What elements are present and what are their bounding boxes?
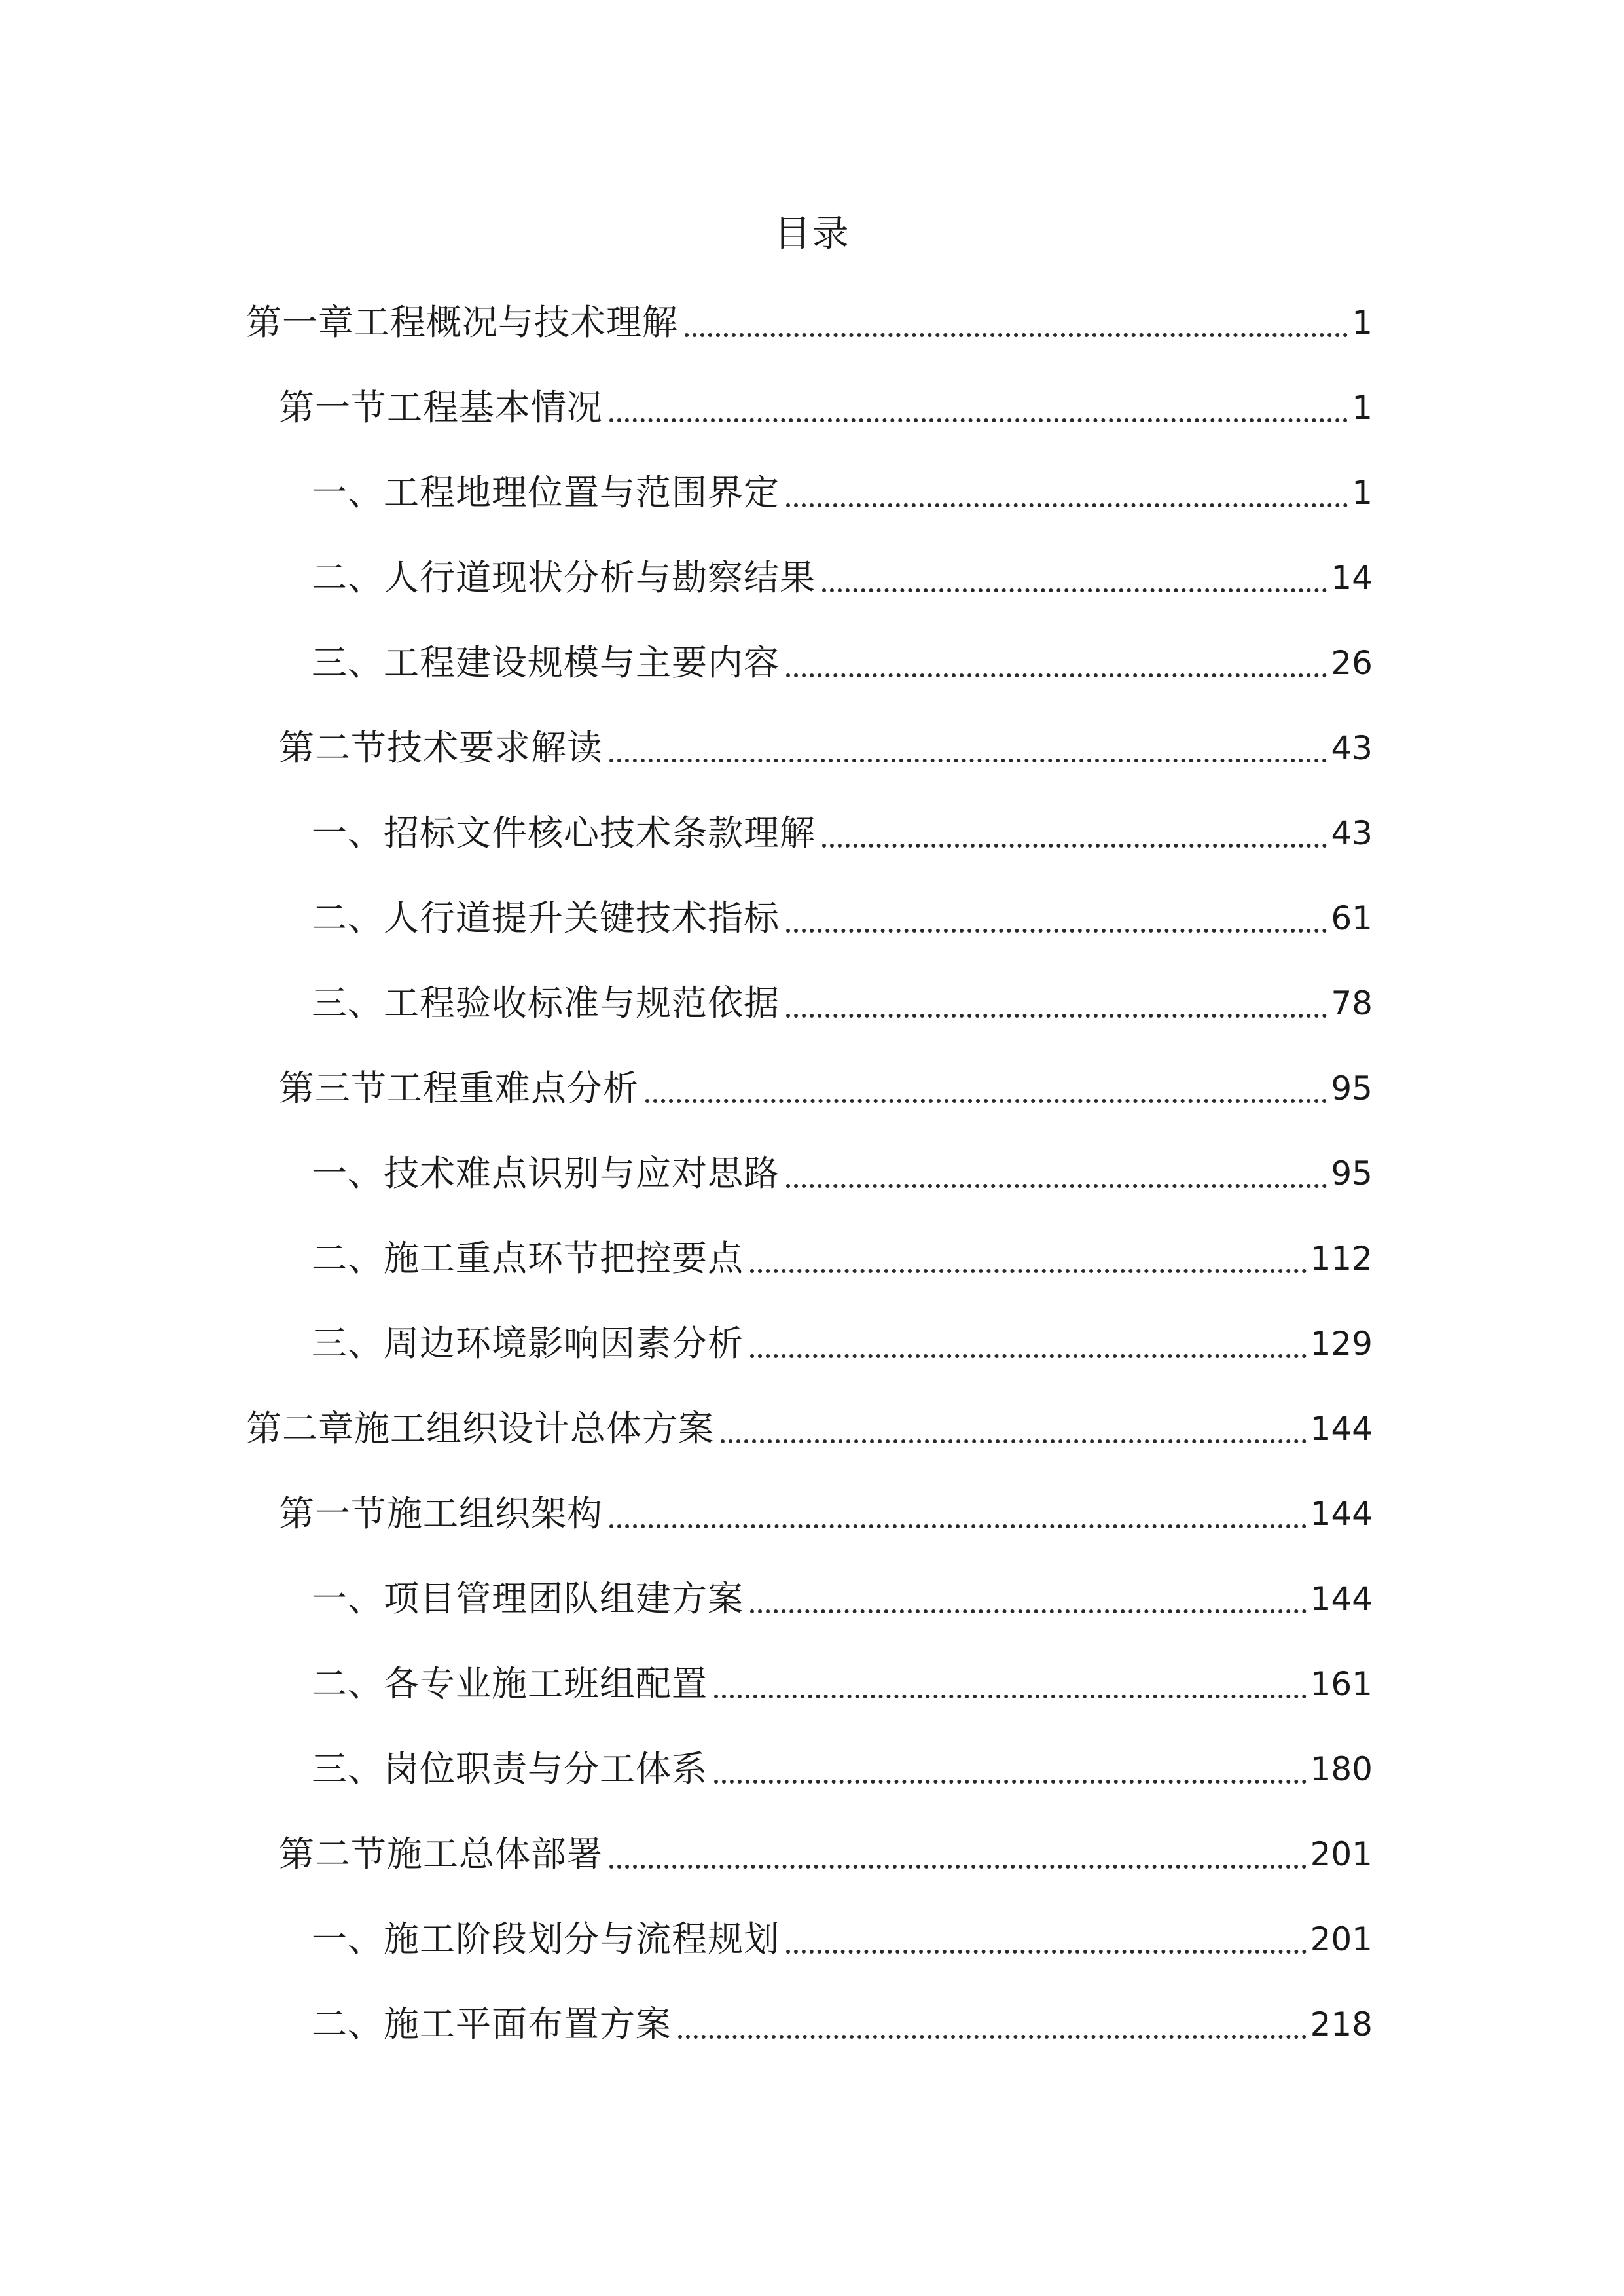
toc-entry[interactable] (312, 1573, 1373, 1625)
toc-entry-page: 43 (1331, 729, 1373, 767)
dot-leader (721, 1439, 1307, 1443)
dot-leader (786, 503, 1348, 507)
toc-entry[interactable] (312, 807, 1373, 859)
dot-leader (750, 1269, 1307, 1273)
dot-leader (786, 1014, 1327, 1018)
toc-entry[interactable] (312, 637, 1373, 689)
dot-leader (609, 418, 1348, 422)
toc-entry[interactable] (312, 1998, 1373, 2051)
toc-entry-label: 一、施工阶段划分与流程规划 (312, 1918, 780, 1960)
toc-entry-label: 一、技术难点识别与应对思路 (312, 1153, 780, 1194)
dot-leader (786, 1184, 1327, 1188)
toc-entry-label: 第二节技术要求解读 (279, 727, 603, 768)
toc-entry[interactable] (279, 1488, 1373, 1540)
toc-entry-page: 144 (1310, 1580, 1373, 1618)
toc-entry-page: 201 (1310, 1835, 1373, 1873)
dot-leader (786, 673, 1327, 677)
toc-entry[interactable] (279, 722, 1373, 774)
toc-entry-label: 二、施工重点环节把控要点 (312, 1238, 744, 1279)
dot-leader (750, 1354, 1307, 1358)
dot-leader (822, 844, 1327, 848)
toc-entry-label: 一、项目管理团队组建方案 (312, 1578, 744, 1619)
toc-entry-label: 一、工程地理位置与范围界定 (312, 472, 780, 513)
dot-leader (678, 2035, 1307, 2039)
dot-leader (609, 1865, 1307, 1869)
dot-leader (609, 1524, 1307, 1528)
toc-entry-label: 三、周边环境影响因素分析 (312, 1323, 744, 1364)
toc-entry-label: 第二章施工组织设计总体方案 (246, 1408, 714, 1449)
toc-entry-label: 三、工程验收标准与规范依据 (312, 982, 780, 1024)
toc-entry-page: 144 (1310, 1410, 1373, 1448)
toc-entry[interactable] (312, 467, 1373, 519)
toc-entry-page: 61 (1331, 899, 1373, 937)
toc-entry-page: 1 (1352, 304, 1373, 342)
toc-entry[interactable] (312, 892, 1373, 944)
toc-entry[interactable] (279, 382, 1373, 434)
toc-entry[interactable] (279, 1828, 1373, 1880)
toc-entry-label: 三、工程建设规模与主要内容 (312, 642, 780, 683)
toc-entry-page: 218 (1310, 2005, 1373, 2043)
toc-entry[interactable] (312, 1743, 1373, 1795)
toc-entry-label: 三、岗位职责与分工体系 (312, 1748, 708, 1789)
dot-leader (822, 588, 1327, 592)
toc-entry-page: 95 (1331, 1069, 1373, 1107)
dot-leader (645, 1099, 1327, 1103)
toc-entry[interactable] (312, 1147, 1373, 1200)
dot-leader (714, 1780, 1307, 1784)
dot-leader (714, 1695, 1307, 1698)
toc-entry[interactable] (312, 1318, 1373, 1370)
toc-entry[interactable] (312, 1658, 1373, 1710)
toc-entry[interactable] (246, 296, 1373, 349)
toc-entry-label: 二、各专业施工班组配置 (312, 1663, 708, 1704)
toc-entry-label: 二、人行道现状分析与勘察结果 (312, 557, 816, 598)
toc-entry-label: 第一节工程基本情况 (279, 387, 603, 428)
toc-entry[interactable] (279, 1062, 1373, 1115)
toc-entry-page: 180 (1310, 1750, 1373, 1788)
toc-entry-label: 第三节工程重难点分析 (279, 1067, 639, 1109)
toc-entry-label: 第二节施工总体部署 (279, 1833, 603, 1874)
toc-entry-page: 78 (1331, 984, 1373, 1022)
toc-entry-page: 95 (1331, 1155, 1373, 1193)
toc-entry[interactable] (312, 1913, 1373, 1965)
toc-entry-page: 1 (1352, 389, 1373, 427)
toc-entry-page: 129 (1310, 1325, 1373, 1363)
dot-leader (786, 1950, 1307, 1954)
toc-entry[interactable] (312, 552, 1373, 604)
toc-entry-page: 201 (1310, 1920, 1373, 1958)
toc-entry-page: 14 (1331, 559, 1373, 597)
toc-entry-page: 112 (1310, 1240, 1373, 1278)
toc-entry[interactable] (246, 1403, 1373, 1455)
dot-leader (609, 759, 1327, 762)
toc-entry[interactable] (312, 977, 1373, 1030)
toc-entry-label: 第一节施工组织架构 (279, 1493, 603, 1534)
toc-entry-label: 二、人行道提升关键技术指标 (312, 897, 780, 939)
dot-leader (685, 333, 1348, 337)
toc-entry[interactable] (312, 1232, 1373, 1285)
toc-entry-label: 一、招标文件核心技术条款理解 (312, 812, 816, 853)
toc-entry-label: 第一章工程概况与技术理解 (246, 302, 678, 343)
dot-leader (786, 929, 1327, 933)
toc-entry-page: 43 (1331, 814, 1373, 852)
toc-entry-page: 1 (1352, 474, 1373, 512)
toc-entry-label: 二、施工平面布置方案 (312, 2003, 672, 2045)
dot-leader (750, 1609, 1307, 1613)
toc-entry-page: 161 (1310, 1665, 1373, 1703)
page-title: 目录 (774, 213, 850, 255)
toc-entry-page: 26 (1331, 644, 1373, 682)
toc-entry-page: 144 (1310, 1495, 1373, 1533)
